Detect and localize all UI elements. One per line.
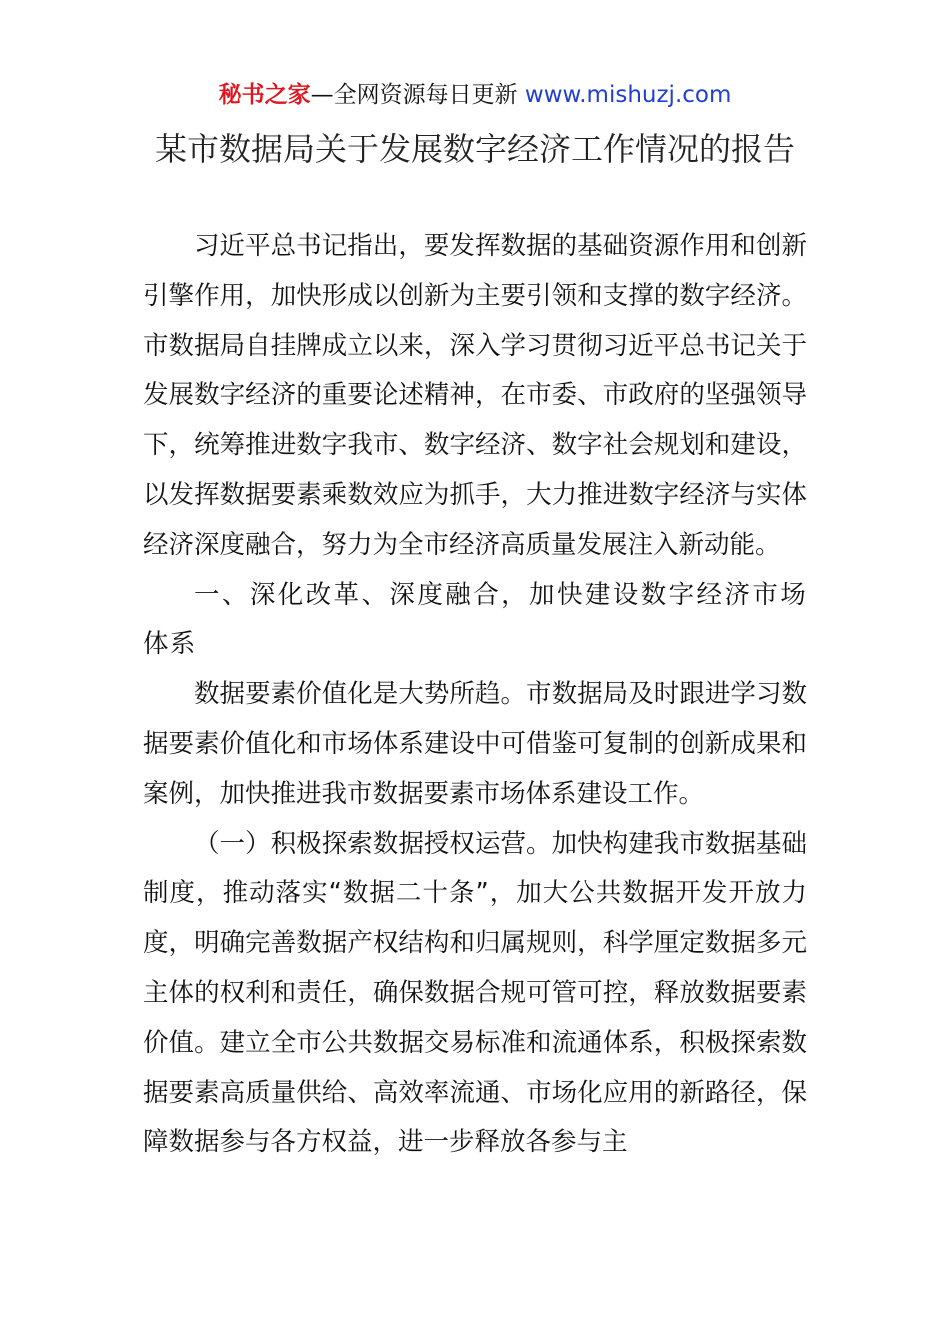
section-heading-1: 一、深化改革、深度融合，加快建设数字经济市场体系 <box>143 579 807 660</box>
site-name: 秘书之家 <box>218 82 311 108</box>
site-tagline: —全网资源每日更新 <box>310 82 525 108</box>
paragraph-intro: 习近平总书记指出，要发挥数据的基础资源作用和创新引擎作用，加快形成以创新为主要引领和支撑的数字经济。市数据局自挂牌成立以来，深入学习贯彻习近平总书记关于发展数字经济的重要论述精神，在市委、市政府的坚强领导下，统筹推进数字我市、数字经济、数字社会规划和建设，以发挥数据要素乘数效应为抓手，大力推进数字经济与实体经济深度融合，努力为全市经济高质量发展注入新动能。 <box>143 231 807 560</box>
document-title: 某市数据局关于发展数字经济工作情况的报告 <box>154 130 795 168</box>
paragraph-section-1: 数据要素价值化是大势所趋。市数据局及时跟进学习数据要素价值化和市场体系建设中可借鉴可复制的创新成果和案例，加快推进我市数据要素市场体系建设工作。 <box>143 679 807 809</box>
site-banner <box>0 78 950 112</box>
document-body <box>143 222 807 1168</box>
paragraph-subsection-1: （一）积极探索数据授权运营。加快构建我市数据基础制度，推动落实“数据二十条”，加大公共数据开发开放力度，明确完善数据产权结构和归属规则，科学厘定数据多元主体的权利和责任，确保数据合规可管可控，释放数据要素价值。建立全市公共数据交易标准和流通体系，积极探索数据要素高质量供给、高效率流通、市场化应用的新路径，保障数据参与各方权益，进一步释放各参与主 <box>143 828 807 1158</box>
site-url-link[interactable]: www.mishuzj.com <box>524 82 732 108</box>
